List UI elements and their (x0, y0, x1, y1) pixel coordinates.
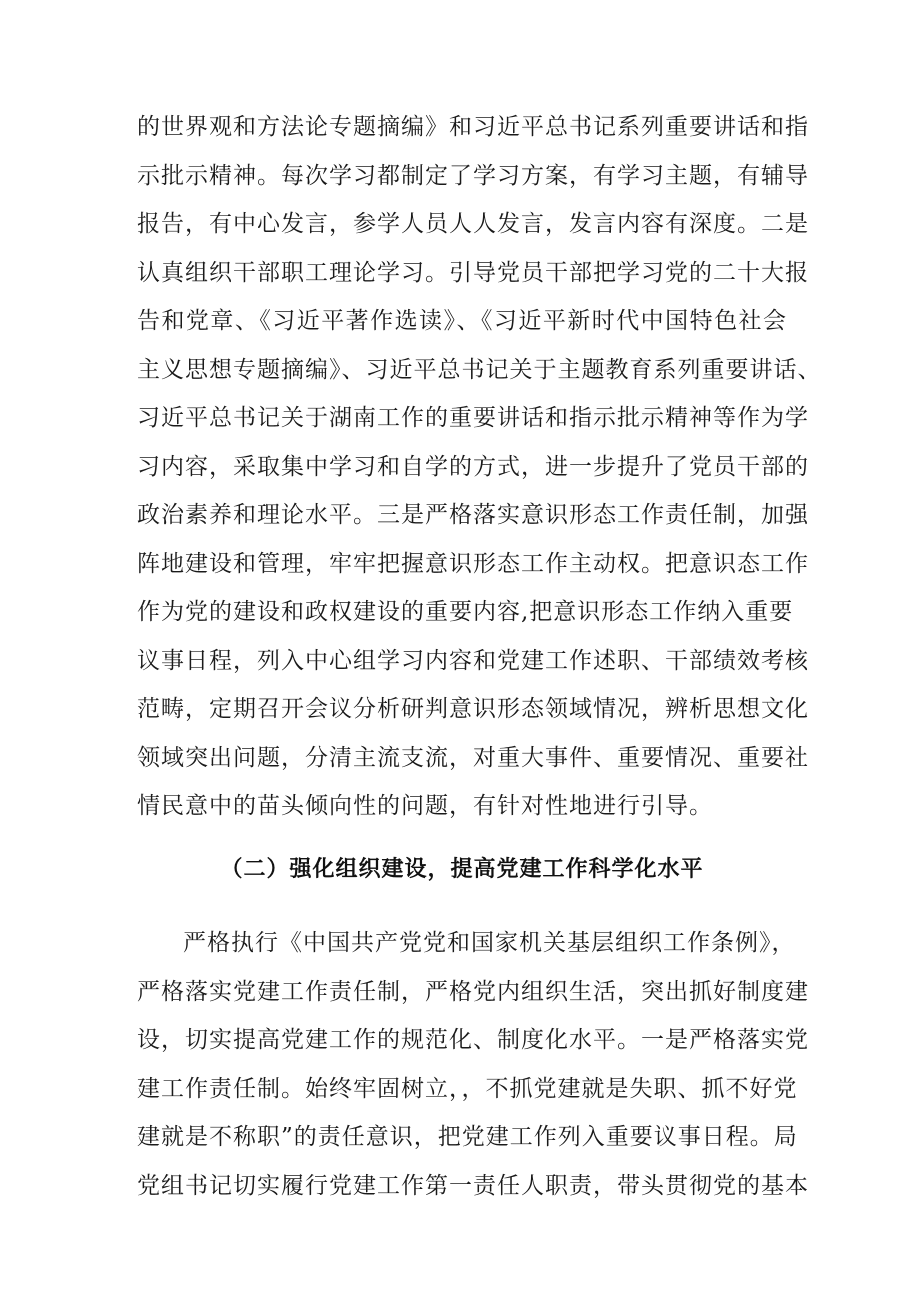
text-line: 认真组织干部职工理论学习。引导党员干部把学习党的二十大报 (137, 259, 809, 286)
text-line: 政治素养和理论水平。三是严格落实意识形态工作责任制，加强 (137, 502, 809, 528)
text-line: 严格执行《中国共产党党和国家机关基层组织工作条例》， (183, 930, 796, 956)
text-line: 建工作责任制。始终牢固树立，，不抓党建就是失职、抓不好党 (137, 1075, 798, 1102)
text-line: 范畴，定期召开会议分析研判意识形态领域情况，辨析思想文化 (137, 696, 809, 722)
paragraph-organization-building (137, 919, 809, 1210)
text-line: 党组书记切实履行党建工作第一责任人职责，带头贯彻党的基本 (137, 1172, 809, 1199)
text-line: 严格落实党建工作责任制，严格党内组织生活，突出抓好制度建 (137, 978, 809, 1005)
text-line: 习内容，采取集中学习和自学的方式，进一步提升了党员干部的 (137, 453, 809, 480)
text-line: 主义思想专题摘编》、习近平总书记关于主题教育系列重要讲话、 (137, 356, 822, 383)
text-line: 建就是不称职”的责任意识，把党建工作列入重要议事日程。局 (137, 1124, 798, 1150)
text-line: 情民意中的苗头倾向性的问题，有针对性地进行引导。 (137, 793, 713, 819)
text-line: 的世界观和方法论专题摘编》和习近平总书记系列重要讲话和指 (137, 114, 809, 140)
text-line: 作为党的建设和政权建设的重要内容,把意识形态工作纳入重要 (137, 599, 794, 625)
text-line: 报告，有中心发言，参学人员人人发言，发言内容有深度。二是 (137, 211, 809, 237)
text-line: 习近平总书记关于湖南工作的重要讲话和指示批示精神等作为学 (137, 405, 809, 431)
text-line: 示批示精神。每次学习都制定了学习方案，有学习主题，有辅导 (137, 162, 809, 189)
text-line: 议事日程，列入中心组学习内容和党建工作述职、干部绩效考核 (137, 647, 809, 674)
text-line: 设，切实提高党建工作的规范化、制度化水平。一是严格落实党 (137, 1027, 809, 1053)
paragraph-theory-study (137, 103, 822, 831)
text-line: 领域突出问题，分清主流支流，对重大事件、重要情况、重要社 (137, 744, 809, 771)
text-line: 阵地建设和管理，牢牢把握意识形态工作主动权。把意识态工作 (137, 550, 809, 577)
text-line: 告和党章、《习近平著作选读》、《习近平新时代中国特色社会 (137, 308, 787, 334)
section-heading: （二）强化组织建设，提高党建工作科学化水平 (220, 857, 704, 882)
